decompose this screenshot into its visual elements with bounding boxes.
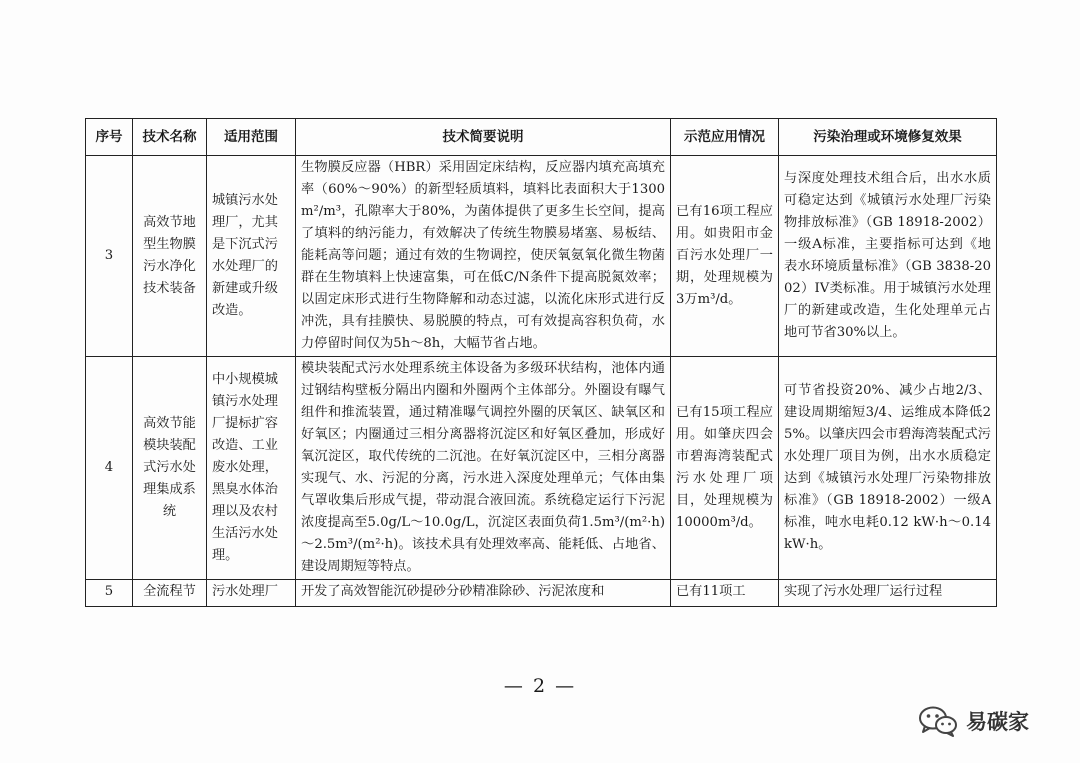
row-desc: 模块装配式污水处理系统主体设备为多级环状结构，池体内通过钢结构壁板分隔出内圈和外圈两个主体部分。外圈设有曝气组件和推流装置，通过精准曝气调控外圈的厌氧区、缺氧区和好氧区；内圈通过三相分离器将沉淀区和好氧区叠加，形成好氧沉淀区，取代传统的二沉池。在好氧沉淀区中，三相分离器实现气、水、污泥的分离，污水进入深度处理单元；气体由集气罩收集后形成气提，带动混合液回流。系统稳定运行下污泥浓度提高至5.0g/L～10.0g/L，沉淀区表面负荷1.5m³/(m²·h)～2.5m³/(m²·h)。该技术具有处理效率高、能耗低、占地省、建设周期短等特点。 (296, 357, 671, 580)
row-name: 高效节能模块装配式污水处理集成系统 (133, 357, 207, 580)
header-demo: 示范应用情况 (671, 119, 779, 156)
row-no: 3 (86, 156, 133, 357)
table-row (86, 357, 997, 580)
row-effect: 与深度处理技术组合后，出水水质可稳定达到《城镇污水处理厂污染物排放标准》（GB 18918-2002）一级A标准，主要指标可达到《地表水环境质量标准》（GB 3838-2002）IV类标准。用于城镇污水处理厂的新建或改造，生化处理单元占地可节省30%以上。 (779, 156, 997, 357)
table-header-row (86, 119, 997, 156)
watermark (918, 704, 1029, 738)
header-no: 序号 (86, 119, 133, 156)
row-effect: 实现了污水处理厂运行过程 (779, 580, 997, 607)
row-scope: 污水处理厂 (207, 580, 296, 607)
row-desc: 开发了高效智能沉砂提砂分砂精准除砂、污泥浓度和 (296, 580, 671, 607)
header-desc: 技术简要说明 (296, 119, 671, 156)
row-demo: 已有15项工程应用。如肇庆四会市碧海湾装配式污水处理厂项目，处理规模为10000m³/d。 (671, 357, 779, 580)
header-effect: 污染治理或环境修复效果 (779, 119, 997, 156)
watermark-text: 易碳家 (966, 710, 1029, 734)
table-row (86, 580, 997, 607)
row-effect: 可节省投资20%、减少占地2/3、建设周期缩短3/4、运维成本降低25%。以肇庆四会市碧海湾装配式污水处理厂项目为例，出水水质稳定达到《城镇污水处理厂污染物排放标准》（GB 18918-2002）一级A标准，吨水电耗0.12 kW·h～0.14kW·h。 (779, 357, 997, 580)
table-row (86, 156, 997, 357)
row-name: 高效节地型生物膜污水净化技术装备 (133, 156, 207, 357)
header-name: 技术名称 (133, 119, 207, 156)
row-name: 全流程节 (133, 580, 207, 607)
row-no: 5 (86, 580, 133, 607)
row-demo: 已有11项工 (671, 580, 779, 607)
wechat-icon (918, 705, 958, 737)
row-no: 4 (86, 357, 133, 580)
row-desc: 生物膜反应器（HBR）采用固定床结构，反应器内填充高填充率（60%～90%）的新型轻质填料，填料比表面积大于1300m²/m³，孔隙率大于80%，为菌体提供了更多生长空间，提高了填料的纳污能力，有效解决了传统生物膜易堵塞、易板结、能耗高等问题；通过有效的生物调控，使厌氧氨氧化微生物菌群在生物填料上快速富集，可在低C/N条件下提高脱氮效率；以固定床形式进行生物降解和动态过滤，以流化床形式进行反冲洗，具有挂膜快、易脱膜的特点，可有效提高容积负荷，水力停留时间仅为5h～8h，大幅节省占地。 (296, 156, 671, 357)
row-demo: 已有16项工程应用。如贵阳市金百污水处理厂一期，处理规模为3万m³/d。 (671, 156, 779, 357)
row-scope: 中小规模城镇污水处理厂提标扩容改造、工业废水处理，黑臭水体治理以及农村生活污水处理。 (207, 357, 296, 580)
page-number: — 2 — (503, 675, 577, 697)
header-scope: 适用范围 (207, 119, 296, 156)
row-scope: 城镇污水处理厂，尤其是下沉式污水处理厂的新建或升级改造。 (207, 156, 296, 357)
technology-table (85, 118, 997, 607)
